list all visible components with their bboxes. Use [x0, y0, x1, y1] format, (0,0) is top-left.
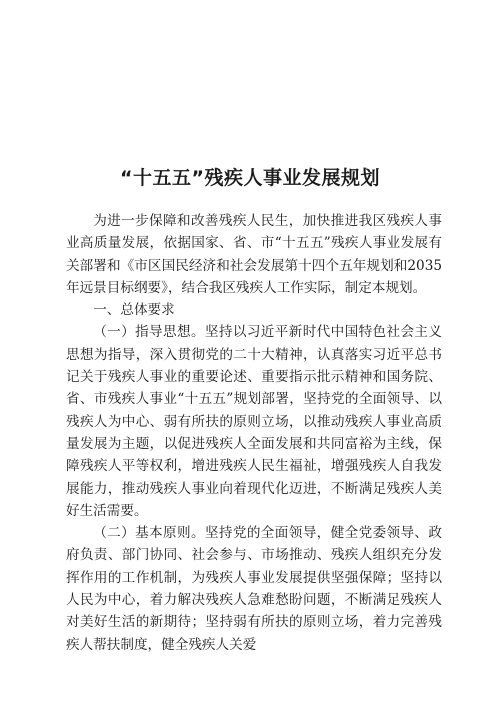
document-body [66, 210, 442, 656]
document-title: “十五五”残疾人事业发展规划 [120, 167, 380, 189]
guiding-thought-paragraph: （一）指导思想。坚持以习近平新时代中国特色社会主义思想为指导，深入贯彻党的二十大精神，认真落实习近平总书记关于残疾人事业的重要论述、重要指示批示精神和国务院、省、市残疾人事业“十五五”规划部署，坚持党的全面领导、以残疾人为中心、弱有所扶的原则立场，以推动残疾人事业高质量发展为主题，以促进残疾人全面发展和共同富裕为主线，保障残疾人平等权利，增进残疾人民生福祉，增强残疾人自我发展能力，推动残疾人事业向着现代化迈进，不断满足残疾人美好生活需要。 [66, 324, 442, 519]
section-heading: 一、总体要求 [93, 302, 175, 319]
basic-principles-paragraph: （二）基本原则。坚持党的全面领导，健全党委领导、政府负责、部门协同、社会参与、市场推动、残疾人组织充分发挥作用的工作机制，为残疾人事业发展提供坚强保障；坚持以人民为中心，着力解决残疾人急难愁盼问题，不断满足残疾人对美好生活的新期待；坚持弱有所扶的原则立场，着力完善残疾人帮扶制度，健全残疾人关爱 [66, 525, 442, 653]
intro-paragraph: 为进一步保障和改善残疾人民生，加快推进我区残疾人事业高质量发展，依据国家、省、市“十五五”残疾人事业发展有关部署和《市区国民经济和社会发展第十四个五年规划和2035年远景目标纲要》，结合我区残疾人工作实际，制定本规划。 [66, 213, 442, 296]
